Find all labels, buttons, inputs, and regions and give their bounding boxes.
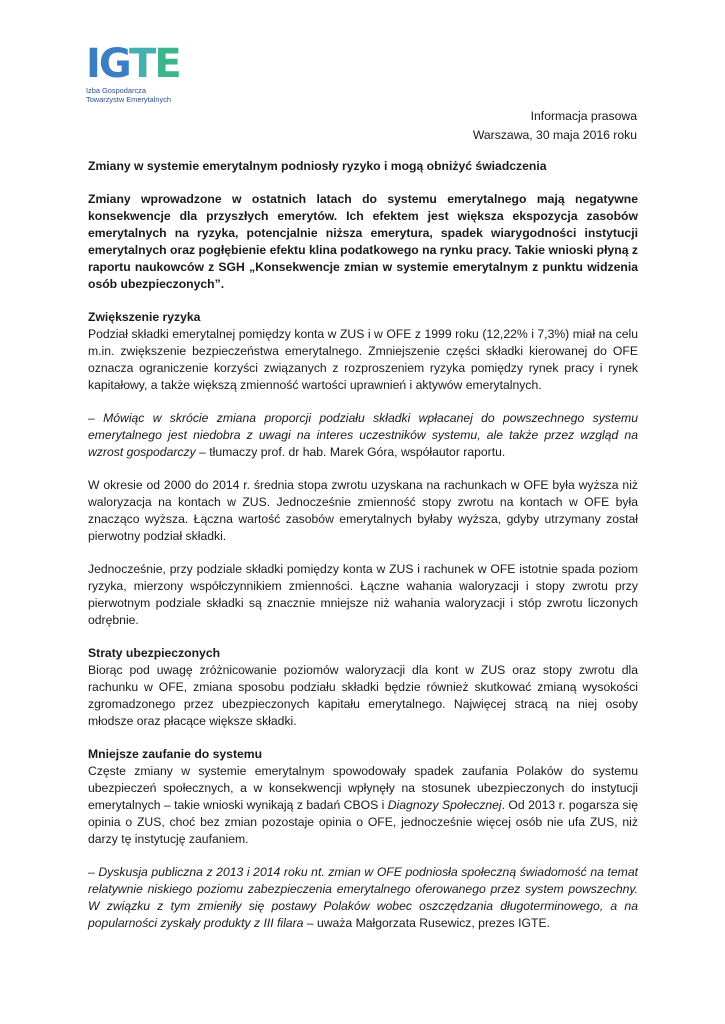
section-heading-losses: Straty ubezpieczonych <box>88 646 221 660</box>
quote-text: – Mówiąc w skrócie zmiana proporcji podziału składki wpłacanej do powszechnego systemu emerytalnego jest niedobra z uwagi na interes uczestników systemu, ale także przez wzgląd na wzrost gospodarczy <box>88 411 638 459</box>
logo-letter: G <box>98 41 130 87</box>
document-title: Zmiany w systemie emerytalnym podniosły ryzyko i mogą obniżyć świadczenia <box>88 159 547 173</box>
text-run-italic: Diagnozy Społecznej <box>387 798 502 812</box>
logo-subtitle-line: Izba Gospodarcza <box>86 86 146 95</box>
logo-subtitle-line: Towarzystw Emerytalnych <box>86 95 172 104</box>
paragraph: Podział składki emerytalnej pomiędzy konta w ZUS i w OFE z 1999 roku (12,22% i 7,3%) miał na celu m.in. zwiększenie bezpieczeństwa emerytalnego. Zmniejszenie części składki kierowanej do OFE oznacza ograniczenie korzyści związanych z rozproszeniem ryzyka pomiędzy rynek pracy i rynek kapitałowy, a także większą zmienność wartości uprawnień i aktywów emerytalnych. <box>88 327 638 392</box>
text-run: Częste zmiany w systemie emerytalnym spowodowały spadek zaufania Polaków do systemu ubezpieczeń społecznych, a w konsekwencji wpłynęły na stosunek ubezpieczonych do instytucji emerytalnych – takie wnioski wynikają z badań CBOS i <box>88 764 638 812</box>
section-heading-risk: Zwiększenie ryzyka <box>88 310 201 324</box>
quote-paragraph <box>88 864 638 932</box>
place-date: Warszawa, 30 maja 2016 roku <box>472 128 637 142</box>
lead-paragraph: Zmiany wprowadzone w ostatnich latach do systemu emerytalnego mają negatywne konsekwencje dla przyszłych emerytów. Ich efektem jest większa ekspozycja zasobów emerytalnych na ryzyka, potencjalnie niższa emerytura, spadek wiarygodności instytucji emerytalnych oraz pogłębienie efektu klina podatkowego na rynku pracy. Takie wnioski płyną z raportu naukowców z SGH „Konsekwencje zmian w systemie emerytalnym z punktu widzenia osób ubezpieczonych”. <box>88 192 638 291</box>
paragraph: W okresie od 2000 do 2014 r. średnia stopa zwrotu uzyskana na rachunkach w OFE była wyższa niż waloryzacja na kontach w ZUS. Jednocześnie zmienność stopy zwrotu na kontach w OFE była znacząco wyższa. Łączna wartość zasobów emerytalnych byłaby wyższa, gdyby utrzymany został pierwotny podział składki. <box>88 478 638 543</box>
logo-letter: I <box>86 41 99 87</box>
paragraph: Biorąc pod uwagę zróżnicowanie poziomów waloryzacji dla kont w ZUS oraz stopy zwrotu dla rachunku w OFE, zmiana sposobu podziału składki będzie również skutkować zmianą wysokości zgromadzonego przez ubezpieczonych kapitału emerytalnego. Najwięcej stracą na niej osoby młodsze oraz płacące większe składki. <box>88 663 638 728</box>
section-heading-trust: Mniejsze zaufanie do systemu <box>88 747 263 761</box>
press-meta <box>473 107 637 145</box>
paragraph <box>88 763 638 848</box>
quote-attribution: – tłumaczy prof. dr hab. Marek Góra, współautor raportu. <box>195 445 506 459</box>
igte-logo <box>86 43 206 113</box>
logo-letters <box>86 43 206 85</box>
text-run: . Od 2013 r. pogarsza się opinia o ZUS, choć bez zmian pozostaje opinia o OFE, jednocześnie więcej osób nie ufa ZUS, niż darzy tę instytucję zaufaniem. <box>88 798 638 846</box>
quote-paragraph <box>88 410 638 461</box>
logo-subtitle <box>86 86 206 104</box>
quote-text: – Dyskusja publiczna z 2013 i 2014 roku nt. zmian w OFE podniosła społeczną świadomość na temat relatywnie niskiego poziomu zabezpieczenia emerytalnego oferowanego przez system powszechny. W związku z tym zmieniły się postawy Polaków wobec oszczędzania długoterminowego, a na popularności zyskały produkty z III filara <box>88 865 638 930</box>
quote-attribution: – uważa Małgorzata Rusewicz, prezes IGTE. <box>303 916 550 930</box>
document-type: Informacja prasowa <box>530 109 637 123</box>
document-body <box>88 158 638 948</box>
logo-letter: T <box>129 41 155 87</box>
paragraph: Jednocześnie, przy podziale składki pomiędzy konta w ZUS i rachunek w OFE istotnie spada poziom ryzyka, mierzony współczynnikiem zmienności. Łączne wahania waloryzacji i stopy zwrotu przy pierwotnym podziale składki są znacznie mniejsze niż wahania waloryzacji i stóp zwrotu liczonych odrębnie. <box>88 562 638 627</box>
logo-letter: E <box>154 41 180 87</box>
